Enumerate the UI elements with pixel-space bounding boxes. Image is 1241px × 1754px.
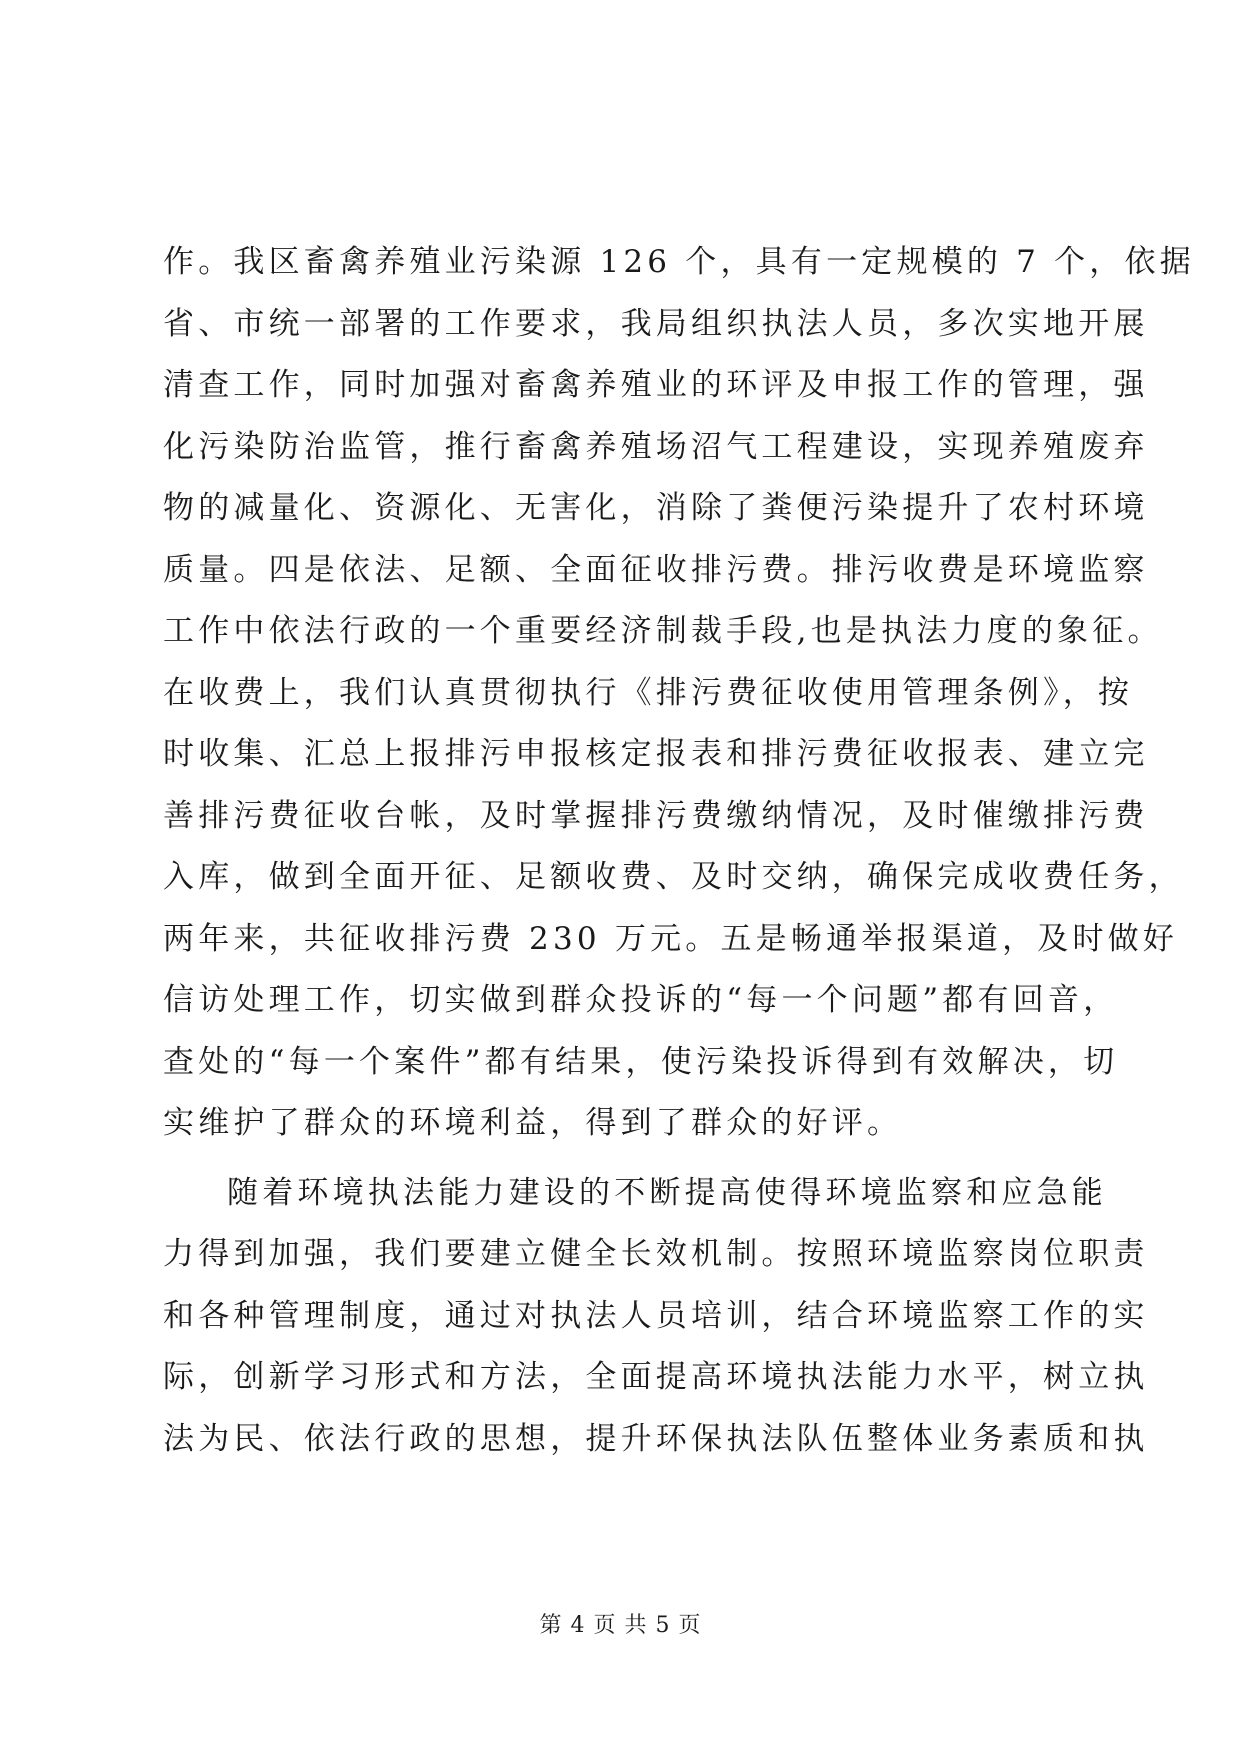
- text-line: 省、市统一部署的工作要求，我局组织执法人员，多次实地开展: [163, 305, 1149, 342]
- paragraph-spacer: [163, 1155, 1083, 1163]
- text-line: 清查工作，同时加强对畜禽养殖业的环评及申报工作的管理，强: [163, 367, 1149, 403]
- page-footer: [0, 1608, 1241, 1639]
- text-line: 信访处理工作，切实做到群众投诉的“每一个问题”都有回音，: [163, 982, 1119, 1018]
- text-line: 在收费上，我们认真贯彻执行《排污费征收使用管理条例》，按: [163, 674, 1134, 711]
- document-body: [163, 232, 1195, 1470]
- paragraph-2: [163, 1163, 1149, 1471]
- paragraph-1: [163, 232, 1195, 1155]
- text-line: 化污染防治监管，推行畜禽养殖场沼气工程建设，实现养殖废弃: [163, 428, 1149, 465]
- text-line: 作。我区畜禽养殖业污染源 126 个，具有一定规模的 7 个，依据: [163, 244, 1195, 280]
- text-line-indented: 随着环境执法能力建设的不断提高使得环境监察和应急能: [227, 1174, 1107, 1211]
- page-number-label: 第 4 页 共 5 页: [539, 1613, 702, 1638]
- text-line: 和各种管理制度，通过对执法人员培训，结合环境监察工作的实: [163, 1297, 1149, 1334]
- text-line: 法为民、依法行政的思想，提升环保执法队伍整体业务素质和执: [163, 1420, 1149, 1457]
- text-line: 实维护了群众的环境利益，得到了群众的好评。: [163, 1105, 903, 1141]
- text-line: 查处的“每一个案件”都有结果，使污染投诉得到有效解决，切: [163, 1043, 1119, 1080]
- text-line: 两年来，共征收排污费 230 万元。五是畅通举报渠道，及时做好: [163, 920, 1179, 957]
- text-line: 物的减量化、资源化、无害化，消除了粪便污染提升了农村环境: [163, 490, 1149, 526]
- text-line: 工作中依法行政的一个重要经济制裁手段,也是执法力度的象征。: [163, 613, 1163, 649]
- text-line: 质量。四是依法、足额、全面征收排污费。排污收费是环境监察: [163, 551, 1149, 588]
- text-line: 善排污费征收台帐，及时掌握排污费缴纳情况，及时催缴排污费: [163, 797, 1149, 834]
- text-line: 力得到加强，我们要建立健全长效机制。按照环境监察岗位职责: [163, 1236, 1149, 1272]
- text-line: 时收集、汇总上报排污申报核定报表和排污费征收报表、建立完: [163, 736, 1149, 772]
- text-line: 际，创新学习形式和方法，全面提高环境执法能力水平，树立执: [163, 1359, 1149, 1395]
- text-line: 入库，做到全面开征、足额收费、及时交纳，确保完成收费任务，: [163, 859, 1184, 895]
